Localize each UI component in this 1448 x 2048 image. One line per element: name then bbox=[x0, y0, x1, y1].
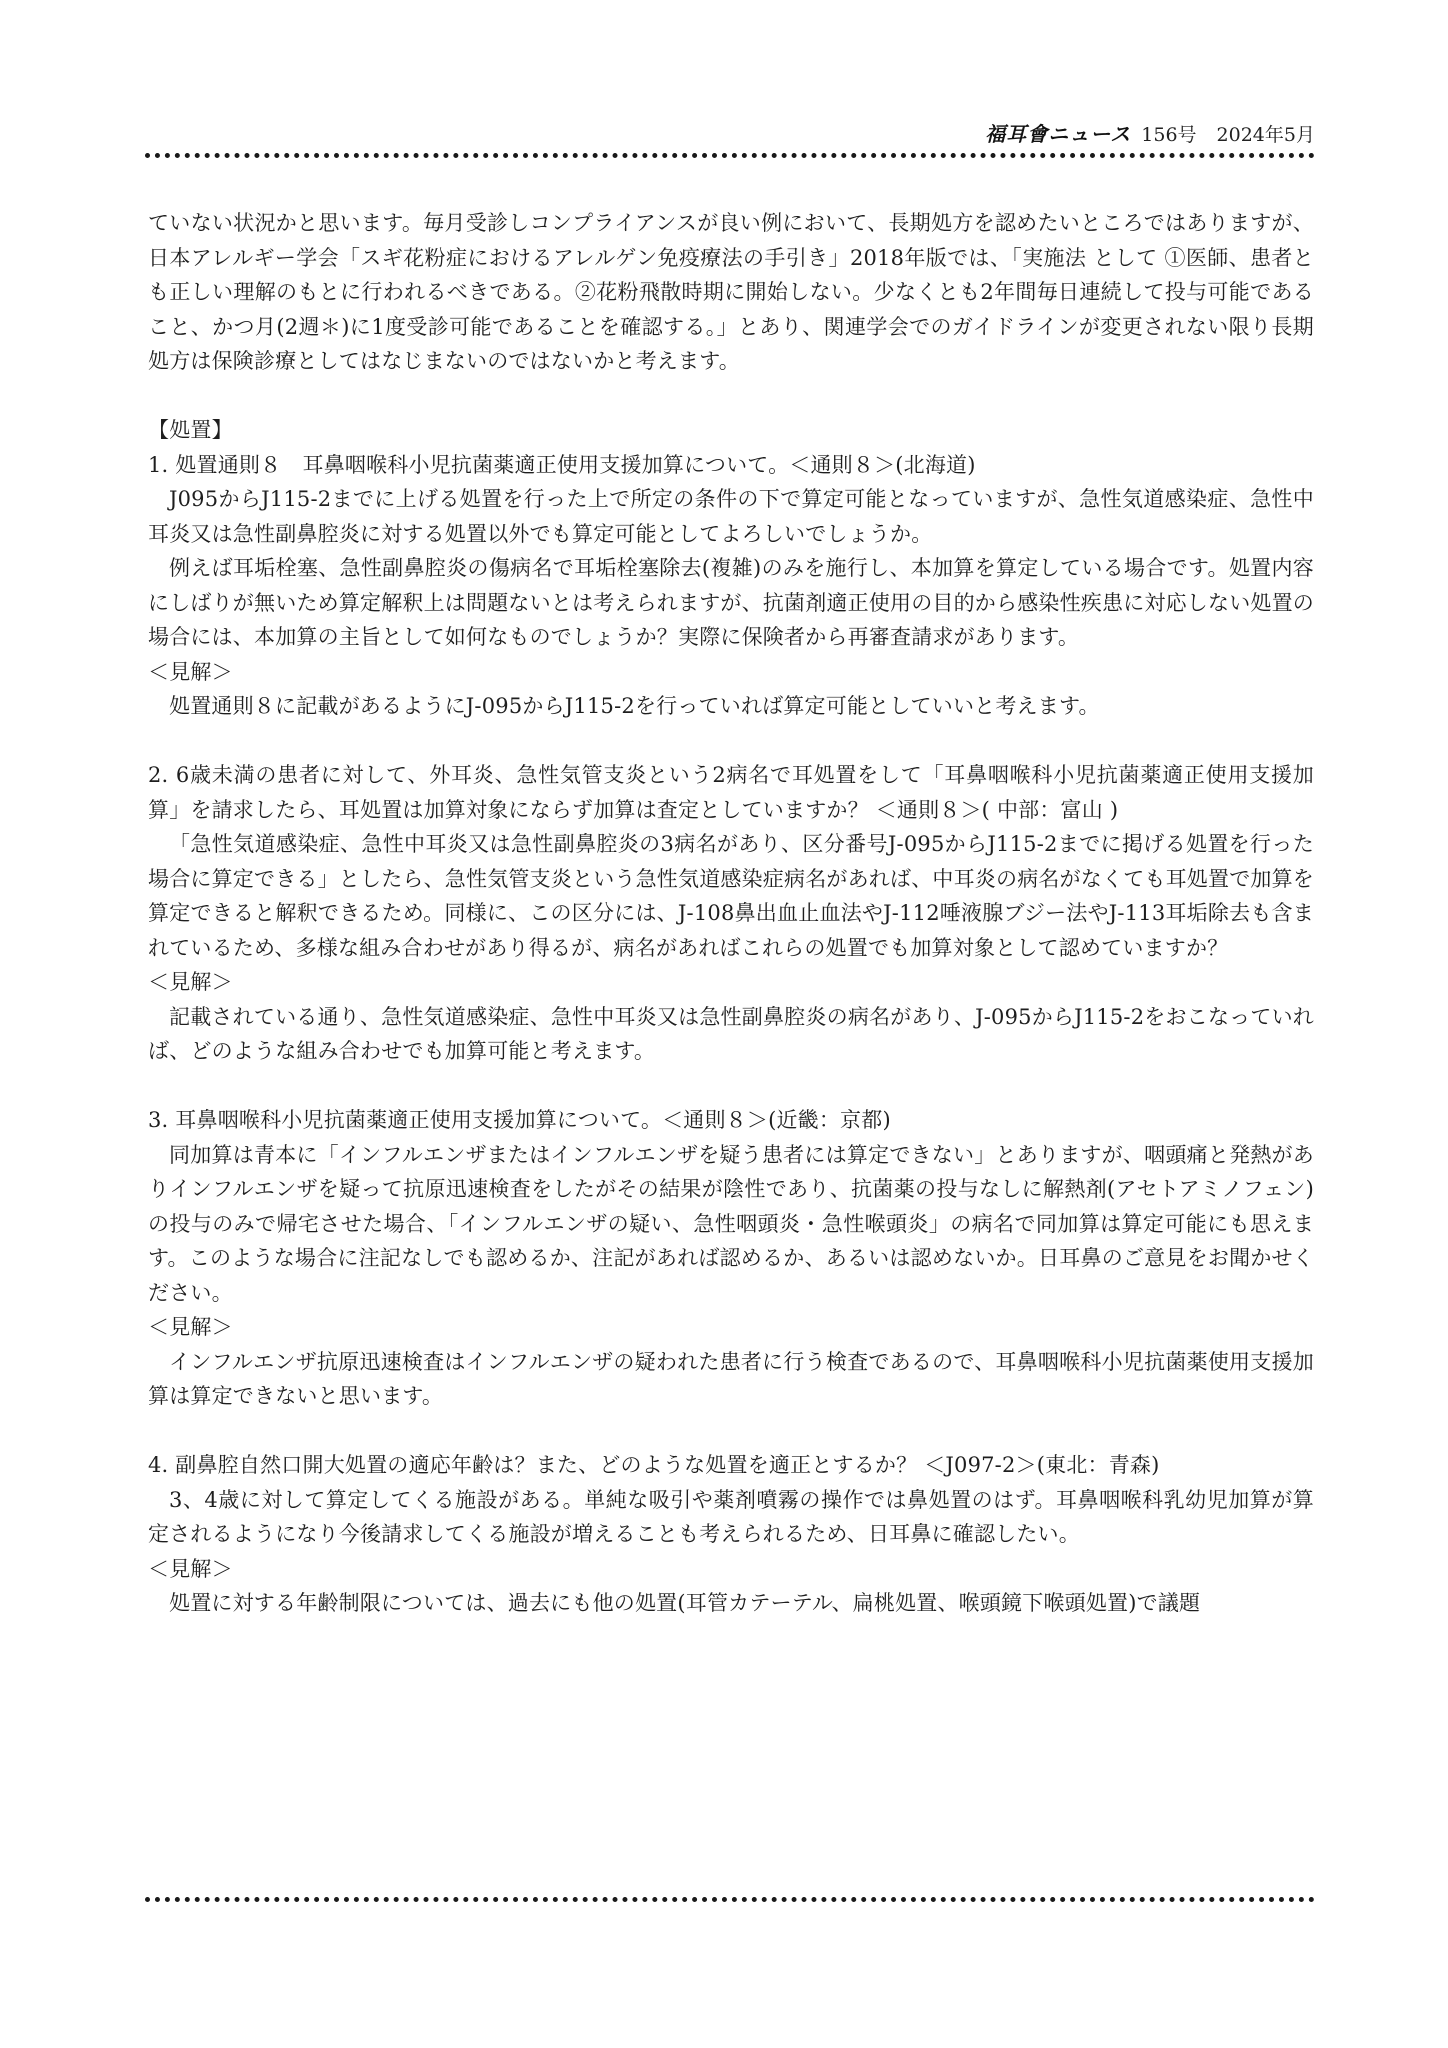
item-2-question-1: 「急性気道感染症、急性中耳炎又は急性副鼻腔炎の3病名があり、区分番号J-095からJ115-2までに掲げる処置を行った場合に算定できる」としたら、急性気管支炎という急性気道感染症病名があれば、中耳炎の病名がなくても耳処置で加算を算定できると解釈できるため。同様に、この区分には、J-108鼻出血止血法やJ-112唾液腺ブジー法やJ-113耳垢除去も含まれているため、多様な組み合わせがあり得るが、病名があればこれらの処置でも加算対象として認めていますか？ bbox=[148, 832, 1314, 960]
item-1-question-2: 例えば耳垢栓塞、急性副鼻腔炎の傷病名で耳垢栓塞除去(複雑)のみを施行し、本加算を算定している場合です。処置内容にしばりが無いため算定解釈上は問題ないとは考えられますが、抗菌剤適正使用の目的から感染性疾患に対応しない処置の場合には、本加算の主旨として如何なものでしょうか？実際に保険者から再審査請求があります。 bbox=[148, 556, 1314, 649]
item-4-answer: 処置に対する年齢制限については、過去にも他の処置(耳管カテーテル、扁桃処置、喉頭鏡下喉頭処置)で議題 bbox=[169, 1591, 1201, 1615]
item-3-question-1: 同加算は青本に「インフルエンザまたはインフルエンザを疑う患者には算定できない」とありますが、咽頭痛と発熱がありインフルエンザを疑って抗原迅速検査をしたがその結果が陰性であり、抗菌薬の投与なしに解熱剤(アセトアミノフェン)の投与のみで帰宅させた場合、「インフルエンザの疑い、急性咽頭炎・急性喉頭炎」の病名で同加算は算定可能にも思えます。このような場合に注記なしでも認めるか、注記があれば認めるか、あるいは認めないか。日耳鼻のご意見をお聞かせください。 bbox=[148, 1142, 1314, 1305]
publication-logo: 福耳會ニュース bbox=[985, 122, 1132, 146]
intro-paragraph: ていない状況かと思います。毎月受診しコンプライアンスが良い例において、長期処方を認めたいところではありますが、日本アレルギー学会「スギ花粉症におけるアレルゲン免疫療法の手引き」2018年版では、「実施法 として ①医師、患者とも正しい理解のもとに行われるべきである。②花粉飛散時期に開始しない。少なくとも2年間毎日連続して投与可能であること、かつ月(2週＊)に1度受診可能であることを確認する。」とあり、関連学会でのガイドラインが変更されない限り長期処方は保険診療としてはなじまないのではないかと考えます。 bbox=[148, 211, 1314, 373]
item-1-answer: 処置通則８に記載があるようにJ-095からJ115-2を行っていれば算定可能としていいと考えます。 bbox=[169, 694, 1100, 718]
header-dotted-rule bbox=[145, 153, 1315, 158]
article-body bbox=[148, 206, 1314, 1621]
item-4-question-1: 3、4歳に対して算定してくる施設がある。単純な吸引や薬剤噴霧の操作では鼻処置のはず。耳鼻咽喉科乳幼児加算が算定されるようになり今後請求してくる施設が増えることも考えられるため、日耳鼻に確認したい。 bbox=[148, 1487, 1314, 1546]
issue-date: 2024年5月 bbox=[1216, 124, 1315, 146]
item-3-answer: インフルエンザ抗原迅速検査はインフルエンザの疑われた患者に行う検査であるので、耳鼻咽喉科小児抗菌薬使用支援加算は算定できないと思います。 bbox=[148, 1349, 1314, 1408]
section-heading: 【処置】 bbox=[148, 418, 233, 442]
item-1-title: 1. 処置通則８ 耳鼻咽喉科小児抗菌薬適正使用支援加算について。＜通則８＞(北海道) bbox=[148, 452, 976, 477]
item-2-view-label: ＜見解＞ bbox=[148, 970, 233, 994]
item-3-view-label: ＜見解＞ bbox=[148, 1315, 233, 1339]
item-2-title: 2. 6歳未満の患者に対して、外耳炎、急性気管支炎という2病名で耳処置をして「耳鼻咽喉科小児抗菌薬適正使用支援加算」を請求したら、耳処置は加算対象にならず加算は査定としていますか？ ＜通則８＞( 中部：富山 ) bbox=[148, 763, 1314, 822]
item-1-question-1: J095からJ115-2までに上げる処置を行った上で所定の条件の下で算定可能となっていますが、急性気道感染症、急性中耳炎又は急性副鼻腔炎に対する処置以外でも算定可能としてよろしいでしょうか。 bbox=[148, 487, 1314, 546]
item-3-title: 3. 耳鼻咽喉科小児抗菌薬適正使用支援加算について。＜通則８＞(近畿：京都) bbox=[148, 1108, 891, 1132]
item-4-view-label: ＜見解＞ bbox=[148, 1556, 233, 1581]
item-1-view-label: ＜見解＞ bbox=[148, 659, 233, 684]
item-2-answer: 記載されている通り、急性気道感染症、急性中耳炎又は急性副鼻腔炎の病名があり、J-095からJ115-2をおこなっていれば、どのような組み合わせでも加算可能と考えます。 bbox=[148, 1004, 1314, 1063]
issue-number: 156号 bbox=[1141, 124, 1197, 146]
item-4-title: 4. 副鼻腔自然口開大処置の適応年齢は？また、どのような処置を適正とするか？ ＜J097-2＞(東北：青森) bbox=[148, 1453, 1160, 1477]
footer-dotted-rule bbox=[145, 1897, 1315, 1902]
page-header bbox=[145, 118, 1315, 154]
